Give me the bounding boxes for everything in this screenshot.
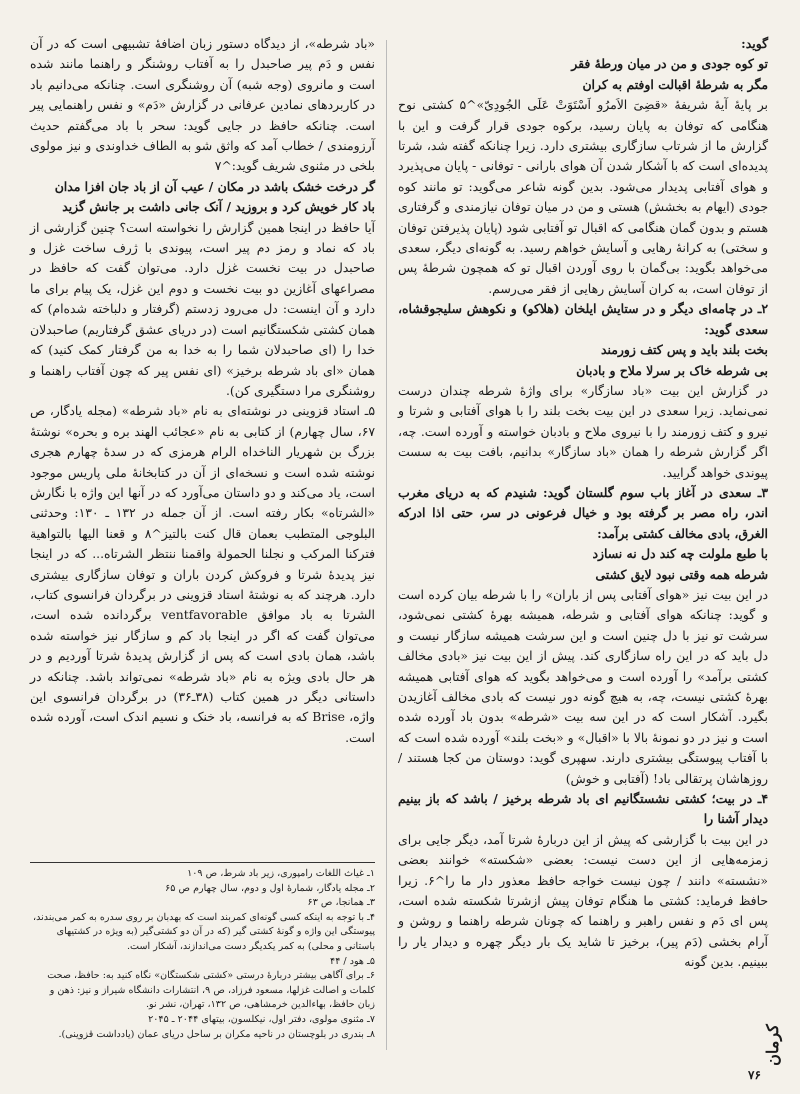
paragraph: ۵ـ استاد قزوینی در نوشته‌ای به نام «باد شرطه» (مجله یادگار، ص ۶۷، سال چهارم) از کتابی به نام «عجائب الهند بره و بحره» نوشتهٔ بزرگ بن شهریار الناخداه الرام هرمزی که در سدهٔ چهارم هجری نوشته شده است و نسخه‌ای از آن در کتابخانهٔ ملی پاریس موجود است، یاد می‌کند و دو داستان می‌آورد که در آنها این واژه با نگارش «الشرتاه» بکار رفته است. از آن جمله در ۱۳۲ ـ ۱۳۰: وحدثنی البلوجی المتطبب بعمان قال کنت بالتیز^۸ و قعنا الیها بالتواهیة فترکنا المرکب و نجلنا الحمولة واقمنا ننتظر الشرتاه... که در اینجا نیز پدیدهٔ شرتا و فروکش کردن باران و توفان سازگاری بیشتری دارد. هرچند که به نوشتهٔ استاد قزوینی در برگردان فرانسوی کتاب، الشرتا به باد موافق ventfavorable برگردانده شده است، می‌توان گفت که اگر در اینجا باد کم و سازگار نیز خواسته شده باشد، همان بادی است که پس از گزارش پدیدهٔ شرتا آوردیم و در هر حال بادی ویژه به نام «باد شرطه» نمی‌تواند باشد. چنانکه در داستانی دیگر در همین کتاب (۳۸ـ۳۶) در برگردان فرانسوی این واژه، Brise که به فرانسه، باد خنک و نسیم اندک است، آورده شده است.: [30, 403, 376, 745]
footnote: ۲ـ مجله یادگار، شمارهٔ اول و دوم، سال چهارم ص ۶۵: [165, 882, 375, 894]
paragraph: گر درخت خشک باشد در مکان / عیب آن از باد جان افزا مدان: [54, 178, 375, 194]
paragraph: ۴ـ در بیت؛ کشتی نشستگانیم ای باد شرطه برخیز / باشد که باز بینیم دیدار آشنا را: [398, 791, 768, 827]
kerman-logo: [758, 1000, 798, 1090]
paragraph: با طبع ملولت چه کند دل نه نسازد: [592, 546, 768, 562]
right-column: [398, 34, 768, 973]
footnote: ۷ـ مثنوی مولوی، دفتر اول، نیکلسون، بیتهای ۲۰۴۴ ـ ۲۰۴۵: [148, 1013, 375, 1025]
paragraph: بر پایهٔ آیهٔ شریفهٔ «قضِیَ الاَمرُو اَسْتَوَتْ عَلَی الجُودِیّ»^۵ کشتی نوح هنگامی که توفان به پایان رسید، برکوه جودی قرار گرفت و این با گزارش ما از شرتاب سازگاری بیشتری دارد. زیرا چنانکه گفته شد، شرتا پدیده‌ای است که با آشکار شدن آن هوای بارانی - توفانی - پایان می‌پذیرد و هوای آفتابی پدیدار می‌شود. بدین گونه شاعر می‌گوید: تو مانند کوه جودی (ایهام به بخشش) هستی و من در میان توفان نیازمندی و گرفتاری هستم و بدون گمان هنگامی که اقبال تو آفتابی شود (پایان پذیرفتن توفان و سختی) به کرانهٔ رهایی و آسایش خواهم رسید. به گونه‌ای دیگر، سعدی می‌خواهد بگوید: بی‌گمان با روی آوردن اقبال تو که همچون شرطهٔ پس از توفان است، به کران آسایش رهایی از فقر می‌رسم.: [398, 97, 768, 296]
paragraph: آیا حافظ در اینجا همین گزارش را نخواسته است؟ چنین گزارشی از باد که نماد و رمز دم پیر است، پیوندی با ژرف ساخت غزل و صاحبدل در بیت نخست غزل دارد. می‌توان گفت که حافظ در مصراعهای آغازین دو بیت نخست و دوم این غزل، یک پیام برای ما دارد و آن اینست: دل می‌رود زدستم (گرفتار و دلباخته شده‌ام) که همان کشتی شکستگانیم است (در دریای عشق گرفتاریم) صاحبدلان خدا را (ای صاحبدلان شما را به خدا به من گرفتار کمک کنید) که همان «ای باد شرطه برخیز» (ای نفس پیر که چون آفتاب راهنما و روشنگری مرا دستگیری کن).: [30, 219, 375, 398]
footnote: ۱ـ غیاث اللغات رامپوری، زیر باد شرط، ص ۱۰۹: [187, 868, 375, 879]
page-number: ۷۶: [748, 1068, 761, 1082]
footnote: ۳ـ همانجا، ص ۶۳: [307, 897, 375, 909]
paragraph: در گزارش این بیت «باد سازگار» برای واژهٔ شرطه چندان درست نمی‌نماید. زیرا سعدی در این بیت بخت بلند را با هوای آفتابی و شرتا و نیرو و کتف زورمند را با نیروی ملاح و بادبان خواسته و آورده است. چه، اگر گزارش شرطه را همان «باد سازگار» بدانیم، بافت بیت به سست پیوندی خواهد گرایید.: [398, 382, 768, 480]
footnote: ۶ـ برای آگاهی بیشتر دربارهٔ درستی «کشتی شکستگان» نگاه کنید به: حافظ، صحت کلمات و اصالت غزلها، مسعود فرزاد، ص ۹، انتشارات دانشگاه شیراز و نیز: ذهن و زبان حافظ، بهاءالدین خرمشاهی، ص ۱۳۲، تهران، نشر نو.: [47, 970, 375, 1011]
paragraph: تو کوه جودی و من در میان ورطهٔ فقر: [571, 56, 768, 72]
logo-text: کرمان: [763, 1024, 782, 1066]
left-column: [30, 34, 375, 748]
column-divider: [386, 40, 387, 1050]
paragraph: در این بیت با گزارشی که پیش از این دربارهٔ شرتا آمد، دیگر جایی برای زمزمه‌هایی از این دست نیست: بعضی «شکسته» خوانند بعضی «نشسته» دانند / چون نیست خواجه حافظ معذور دار ما را^۶. زیرا حافظ فرماید: کشتی ما هنگام توفان پیش ازشرتا شکسته شده است، پس ای دَم و نفس راهبر و راهنما که چونان شرطه راهنما و روشن و آرام بخشی (دَم پیر)، برخیز تا شاید یک بار دیگر چهره و دیدار یار را ببینیم. بدین گونه: [398, 831, 768, 970]
paragraph: ۲ـ در چامه‌ای دیگر و در ستایش ایلخان (هلاکو) و نکوهش سلیجوقشاه، سعدی گوید:: [398, 301, 768, 337]
footnote: ۴ـ با توجه به اینکه کسی گونه‌ای کمربند است که بهدبان بر روی سدره به کمر می‌بندند، پیوستگی این واژه و گونهٔ کشتی گیر (که در آن دو کشتی‌گیر (به ویژه در کشتیهای باستانی و محلی) به کمر یکدیگر دست می‌اندازند، آشکار است.: [32, 911, 375, 952]
footnotes: [30, 862, 375, 1042]
paragraph: مگر به شرطهٔ اقبالت اوفتم به کران: [582, 76, 768, 92]
footnote: ۸ـ بندری در بلوچستان در ناحیه مکران بر ساحل دریای عمان (یادداشت قزوینی).: [58, 1028, 375, 1040]
paragraph: بی شرطه خاک بر سرلا ملاح و بادبان: [576, 362, 768, 378]
paragraph: بخت بلند باید و پس کتف زورمند: [601, 342, 768, 358]
paragraph: ۳ـ سعدی در آغاز باب سوم گلستان گوید: شنیدم که به دریای مغرب اندر، راه مصر بر گرفته بود و خیال فرعونی در سر، حتی اذا ادرکه الغرق، بادی مخالف کشتی برآمد:: [398, 484, 768, 541]
paragraph: شرطه همه وقتی نبود لایق کشتی: [595, 566, 768, 582]
paragraph: در این بیت نیز «هوای آفتابی پس از باران» را با شرطه بیان کرده است و گوید: چنانکه هوای آفتابی و شرطه، همیشه بهرهٔ کشتی نمی‌شود، سرشت تو نیز با دل چنین است و این سرشت همیشه سازگار نیست و دل باید که در این راه سازگاری کند. پیش از این بیت نیز «بادی مخالف کشتی برآمد» را آورده است و می‌خواهد بگوید که هوای آفتابی همیشه بهرهٔ کشتی نیست، چه، به هیچ گونه دور نیست که بادی مخالف آغازیدن بگیرد. آشکار است که در این سه بیت «شرطه» بدون باد آورده شده است و نیز در دو نمونهٔ بالا با «اقبال» و «بخت بلند» آورده شده است که با آفتاب پیوستگی بیشتری دارند. سهپری گوید: دوستان من کجا هستند / روزهاشان پرتقالی باد! (آفتابی و خوش): [398, 586, 768, 786]
paragraph: باد کار خویش کرد و بروزید / آنک جانی داشت بر جانش گزید: [62, 199, 375, 215]
footnote: ۵ـ هود / ۴۴: [330, 955, 375, 967]
paragraph: گوید:: [741, 36, 768, 51]
paragraph: «باد شرطه»، از دیدگاه دستور زبان اضافهٔ تشبیهی است که در آن نفس و دَم پیر صاحبدل را به آفتاب روشنگر و راهنما مانند شده است و مانروی (وجه شبه) آن روشنگری است. چنانکه می‌دانیم باد در کاربردهای نمادین عرفانی در گزارش «دَم» و نفس راهنمایی پیر است. چنانکه حافظ در جایی گوید: سحر با باد می‌گفتم حدیث آرزومندی / خطاب آمد که واثق شو به الطاف خداوندی و نیز مولوی بلخی در مثنوی شریف گوید:^۷: [30, 36, 375, 174]
